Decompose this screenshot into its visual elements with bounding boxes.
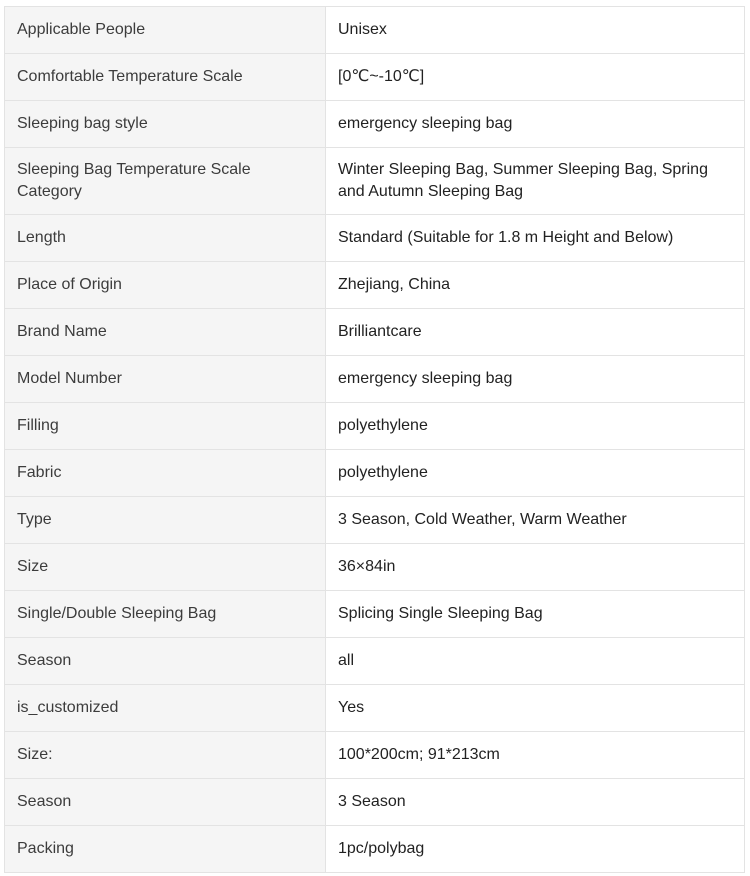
- table-row: [5, 779, 745, 826]
- spec-key: is_customized: [5, 685, 326, 732]
- spec-value: Zhejiang, China: [326, 262, 745, 309]
- table-row: [5, 7, 745, 54]
- table-row: [5, 591, 745, 638]
- table-row: [5, 826, 745, 873]
- spec-value: emergency sleeping bag: [326, 101, 745, 148]
- spec-value: polyethylene: [326, 403, 745, 450]
- spec-key: Sleeping Bag Temperature Scale Category: [5, 148, 326, 215]
- spec-value: 1pc/polybag: [326, 826, 745, 873]
- spec-key: Comfortable Temperature Scale: [5, 54, 326, 101]
- spec-value: 3 Season, Cold Weather, Warm Weather: [326, 497, 745, 544]
- table-row: [5, 215, 745, 262]
- table-row: [5, 262, 745, 309]
- table-row: [5, 101, 745, 148]
- spec-value: emergency sleeping bag: [326, 356, 745, 403]
- spec-key: Type: [5, 497, 326, 544]
- spec-value: Winter Sleeping Bag, Summer Sleeping Bag, Spring and Autumn Sleeping Bag: [326, 148, 745, 215]
- spec-value: Brilliantcare: [326, 309, 745, 356]
- spec-key: Filling: [5, 403, 326, 450]
- spec-value: Splicing Single Sleeping Bag: [326, 591, 745, 638]
- spec-key: Place of Origin: [5, 262, 326, 309]
- spec-value: Yes: [326, 685, 745, 732]
- spec-value: Unisex: [326, 7, 745, 54]
- table-row: [5, 450, 745, 497]
- spec-key: Season: [5, 779, 326, 826]
- table-row: [5, 497, 745, 544]
- table-row: [5, 356, 745, 403]
- table-row: [5, 732, 745, 779]
- table-row: [5, 54, 745, 101]
- spec-value: Standard (Suitable for 1.8 m Height and Below): [326, 215, 745, 262]
- spec-value: 3 Season: [326, 779, 745, 826]
- spec-key: Single/Double Sleeping Bag: [5, 591, 326, 638]
- spec-value: 100*200cm; 91*213cm: [326, 732, 745, 779]
- spec-key: Fabric: [5, 450, 326, 497]
- spec-key: Model Number: [5, 356, 326, 403]
- spec-key: Length: [5, 215, 326, 262]
- product-spec-table: [4, 6, 745, 873]
- spec-key: Applicable People: [5, 7, 326, 54]
- spec-key: Sleeping bag style: [5, 101, 326, 148]
- spec-value: 36×84in: [326, 544, 745, 591]
- spec-value: polyethylene: [326, 450, 745, 497]
- spec-key: Brand Name: [5, 309, 326, 356]
- spec-key: Season: [5, 638, 326, 685]
- table-row: [5, 148, 745, 215]
- spec-key: Size:: [5, 732, 326, 779]
- spec-key: Size: [5, 544, 326, 591]
- spec-value: [0℃~-10℃]: [326, 54, 745, 101]
- spec-key: Packing: [5, 826, 326, 873]
- table-row: [5, 544, 745, 591]
- table-row: [5, 403, 745, 450]
- table-row: [5, 309, 745, 356]
- spec-value: all: [326, 638, 745, 685]
- table-row: [5, 685, 745, 732]
- table-row: [5, 638, 745, 685]
